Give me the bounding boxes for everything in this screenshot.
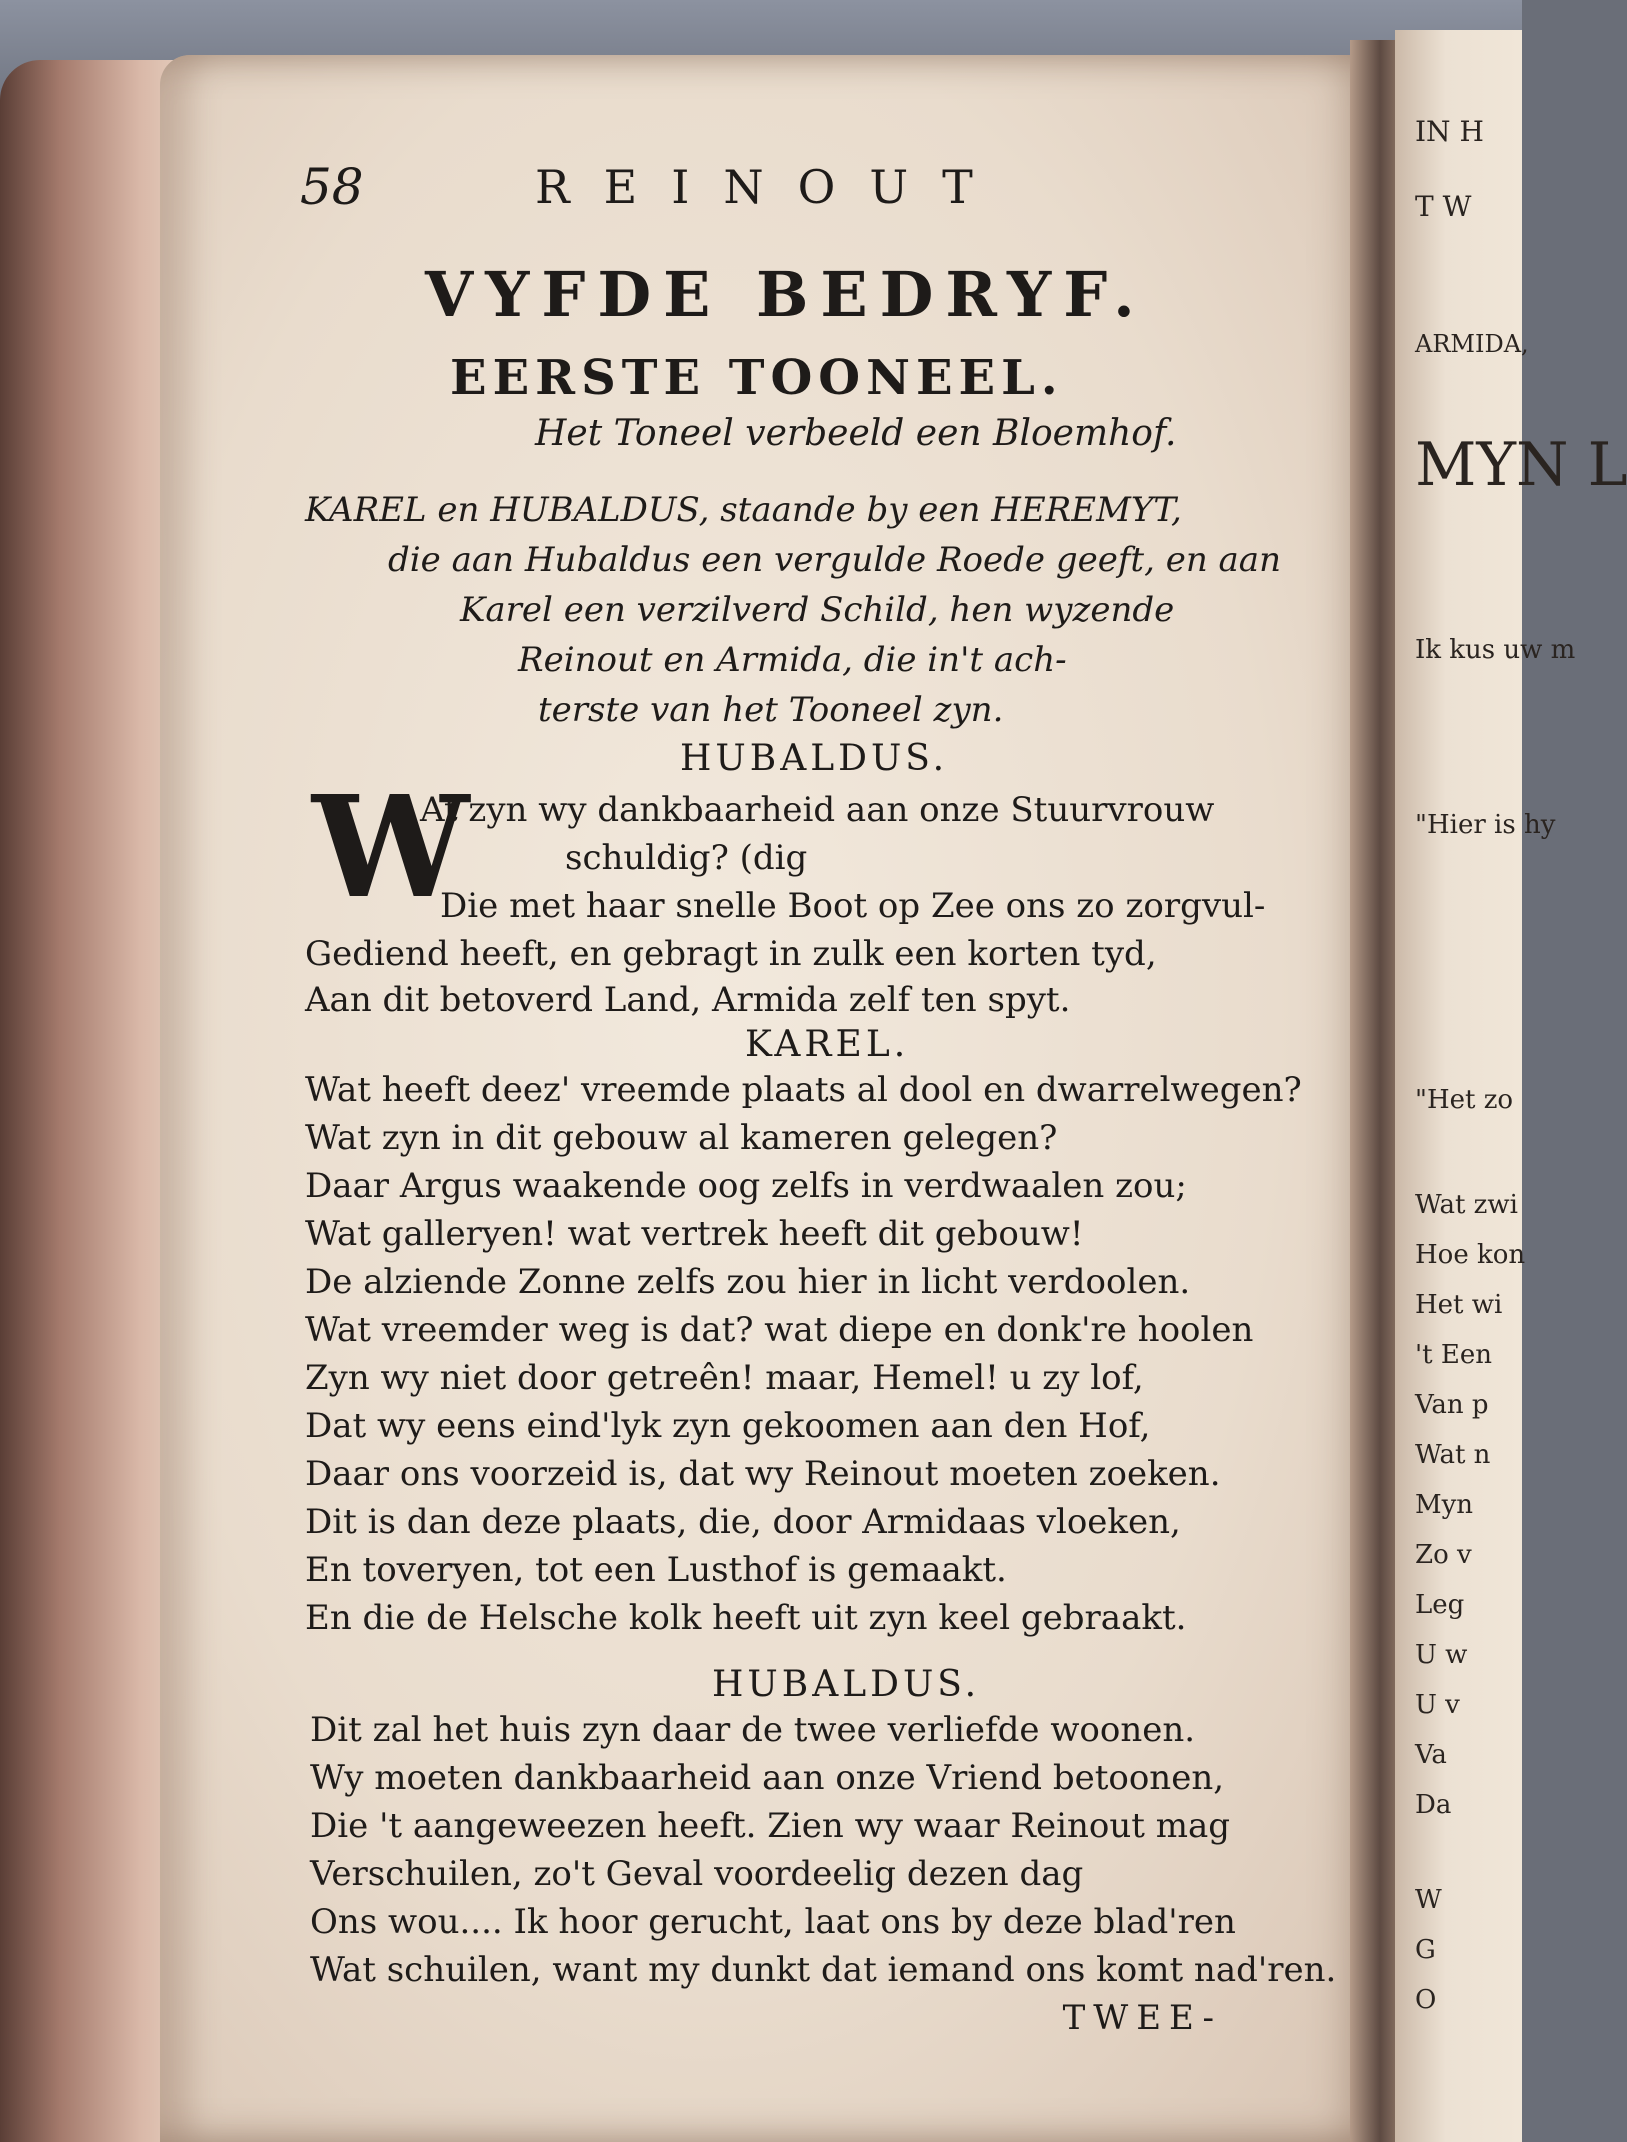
- facing-fragment: W: [1415, 1885, 1442, 1915]
- speaker-name: KAREL.: [745, 1024, 910, 1065]
- stage-direction-line: terste van het Tooneel zyn.: [538, 690, 1004, 730]
- facing-fragment: U v: [1415, 1690, 1460, 1720]
- facing-fragment: "Hier is hy: [1415, 810, 1556, 840]
- facing-fragment: MYN L: [1415, 430, 1627, 500]
- facing-fragment: Leg: [1415, 1590, 1465, 1620]
- page-number: 58: [300, 158, 364, 216]
- facing-fragment: Zo v: [1415, 1540, 1472, 1570]
- verse-line: Daar Argus waakende oog zelfs in verdwaalen zou;: [305, 1166, 1187, 1206]
- facing-fragment: Het wi: [1415, 1290, 1503, 1320]
- facing-fragment: Wat n: [1415, 1440, 1491, 1470]
- speaker-name: HUBALDUS.: [712, 1664, 981, 1705]
- verse-line: Wat vreemder weg is dat? wat diepe en donk're hoolen: [305, 1310, 1254, 1350]
- scene-title: EERSTE TOONEEL.: [450, 350, 1064, 406]
- verse-line: Dit zal het huis zyn daar de twee verliefde woonen.: [310, 1710, 1196, 1750]
- facing-fragment: T W: [1415, 190, 1472, 223]
- speaker-name: HUBALDUS.: [680, 738, 949, 779]
- stage-direction-line: Karel een verzilverd Schild, hen wyzende: [460, 590, 1175, 630]
- facing-fragment: U w: [1415, 1640, 1468, 1670]
- verse-line: Wat schuilen, want my dunkt dat iemand ons komt nad'ren.: [310, 1950, 1337, 1990]
- facing-fragment: Hoe kon: [1415, 1240, 1526, 1270]
- verse-line: Daar ons voorzeid is, dat wy Reinout moeten zoeken.: [305, 1454, 1221, 1494]
- facing-fragment: Myn: [1415, 1490, 1474, 1520]
- facing-fragment: "Het zo: [1415, 1085, 1514, 1115]
- verse-line: Wat heeft deez' vreemde plaats al dool en dwarrelwegen?: [305, 1070, 1302, 1110]
- facing-fragment: Wat zwi: [1415, 1190, 1518, 1220]
- verse-line: Wat galleryen! wat vertrek heeft dit gebouw!: [305, 1214, 1084, 1254]
- running-head: REINOUT: [535, 160, 1007, 214]
- verse-line: En toveryen, tot een Lusthof is gemaakt.: [305, 1550, 1007, 1590]
- facing-fragment: Da: [1415, 1790, 1452, 1820]
- stage-direction-line: Reinout en Armida, die in't ach-: [518, 640, 1067, 680]
- facing-fragment: Van p: [1415, 1390, 1489, 1420]
- stage-direction-line: KAREL en HUBALDUS, staande by een HEREMYT,: [305, 490, 1182, 530]
- drop-cap: W: [312, 766, 470, 930]
- stage-direction-line: die aan Hubaldus een vergulde Roede geeft, en aan: [388, 540, 1281, 580]
- facing-fragment: Va: [1415, 1740, 1447, 1770]
- catchword: TWEE-: [1062, 1998, 1222, 2038]
- facing-fragment: Ik kus uw m: [1415, 635, 1576, 665]
- verse-line: Gediend heeft, en gebragt in zulk een korten tyd,: [305, 934, 1157, 974]
- verse-line: Wat zyn in dit gebouw al kameren gelegen?: [305, 1118, 1058, 1158]
- facing-fragment: G: [1415, 1935, 1436, 1965]
- facing-fragment: 't Een: [1415, 1340, 1492, 1370]
- verse-line: Aan dit betoverd Land, Armida zelf ten spyt.: [305, 980, 1071, 1020]
- verse-line: En die de Helsche kolk heeft uit zyn keel gebraakt.: [305, 1598, 1187, 1638]
- verse-line: schuldig? (dig: [565, 838, 808, 878]
- facing-fragment: ARMIDA,: [1415, 330, 1529, 358]
- facing-fragment: O: [1415, 1985, 1437, 2015]
- facing-fragment: IN H: [1415, 115, 1484, 148]
- scene-setting: Het Toneel verbeeld een Bloemhof.: [535, 413, 1177, 454]
- verse-line: De alziende Zonne zelfs zou hier in licht verdoolen.: [305, 1262, 1191, 1302]
- verse-line: Die met haar snelle Boot op Zee ons zo zorgvul-: [440, 886, 1266, 926]
- verse-line: Dit is dan deze plaats, die, door Armidaas vloeken,: [305, 1502, 1181, 1542]
- verse-line: Dat wy eens eind'lyk zyn gekoomen aan den Hof,: [305, 1406, 1151, 1446]
- verse-line: At zyn wy dankbaarheid aan onze Stuurvrouw: [420, 790, 1215, 830]
- verse-line: Die 't aangeweezen heeft. Zien wy waar Reinout mag: [310, 1806, 1231, 1846]
- verse-line: Zyn wy niet door getreên! maar, Hemel! u zy lof,: [305, 1358, 1144, 1398]
- verse-line: Wy moeten dankbaarheid aan onze Vriend betoonen,: [310, 1758, 1225, 1798]
- verse-line: Ons wou.... Ik hoor gerucht, laat ons by deze blad'ren: [310, 1902, 1236, 1942]
- act-title: VYFDE BEDRYF.: [425, 258, 1147, 331]
- verse-line: Verschuilen, zo't Geval voordeelig dezen dag: [310, 1854, 1084, 1894]
